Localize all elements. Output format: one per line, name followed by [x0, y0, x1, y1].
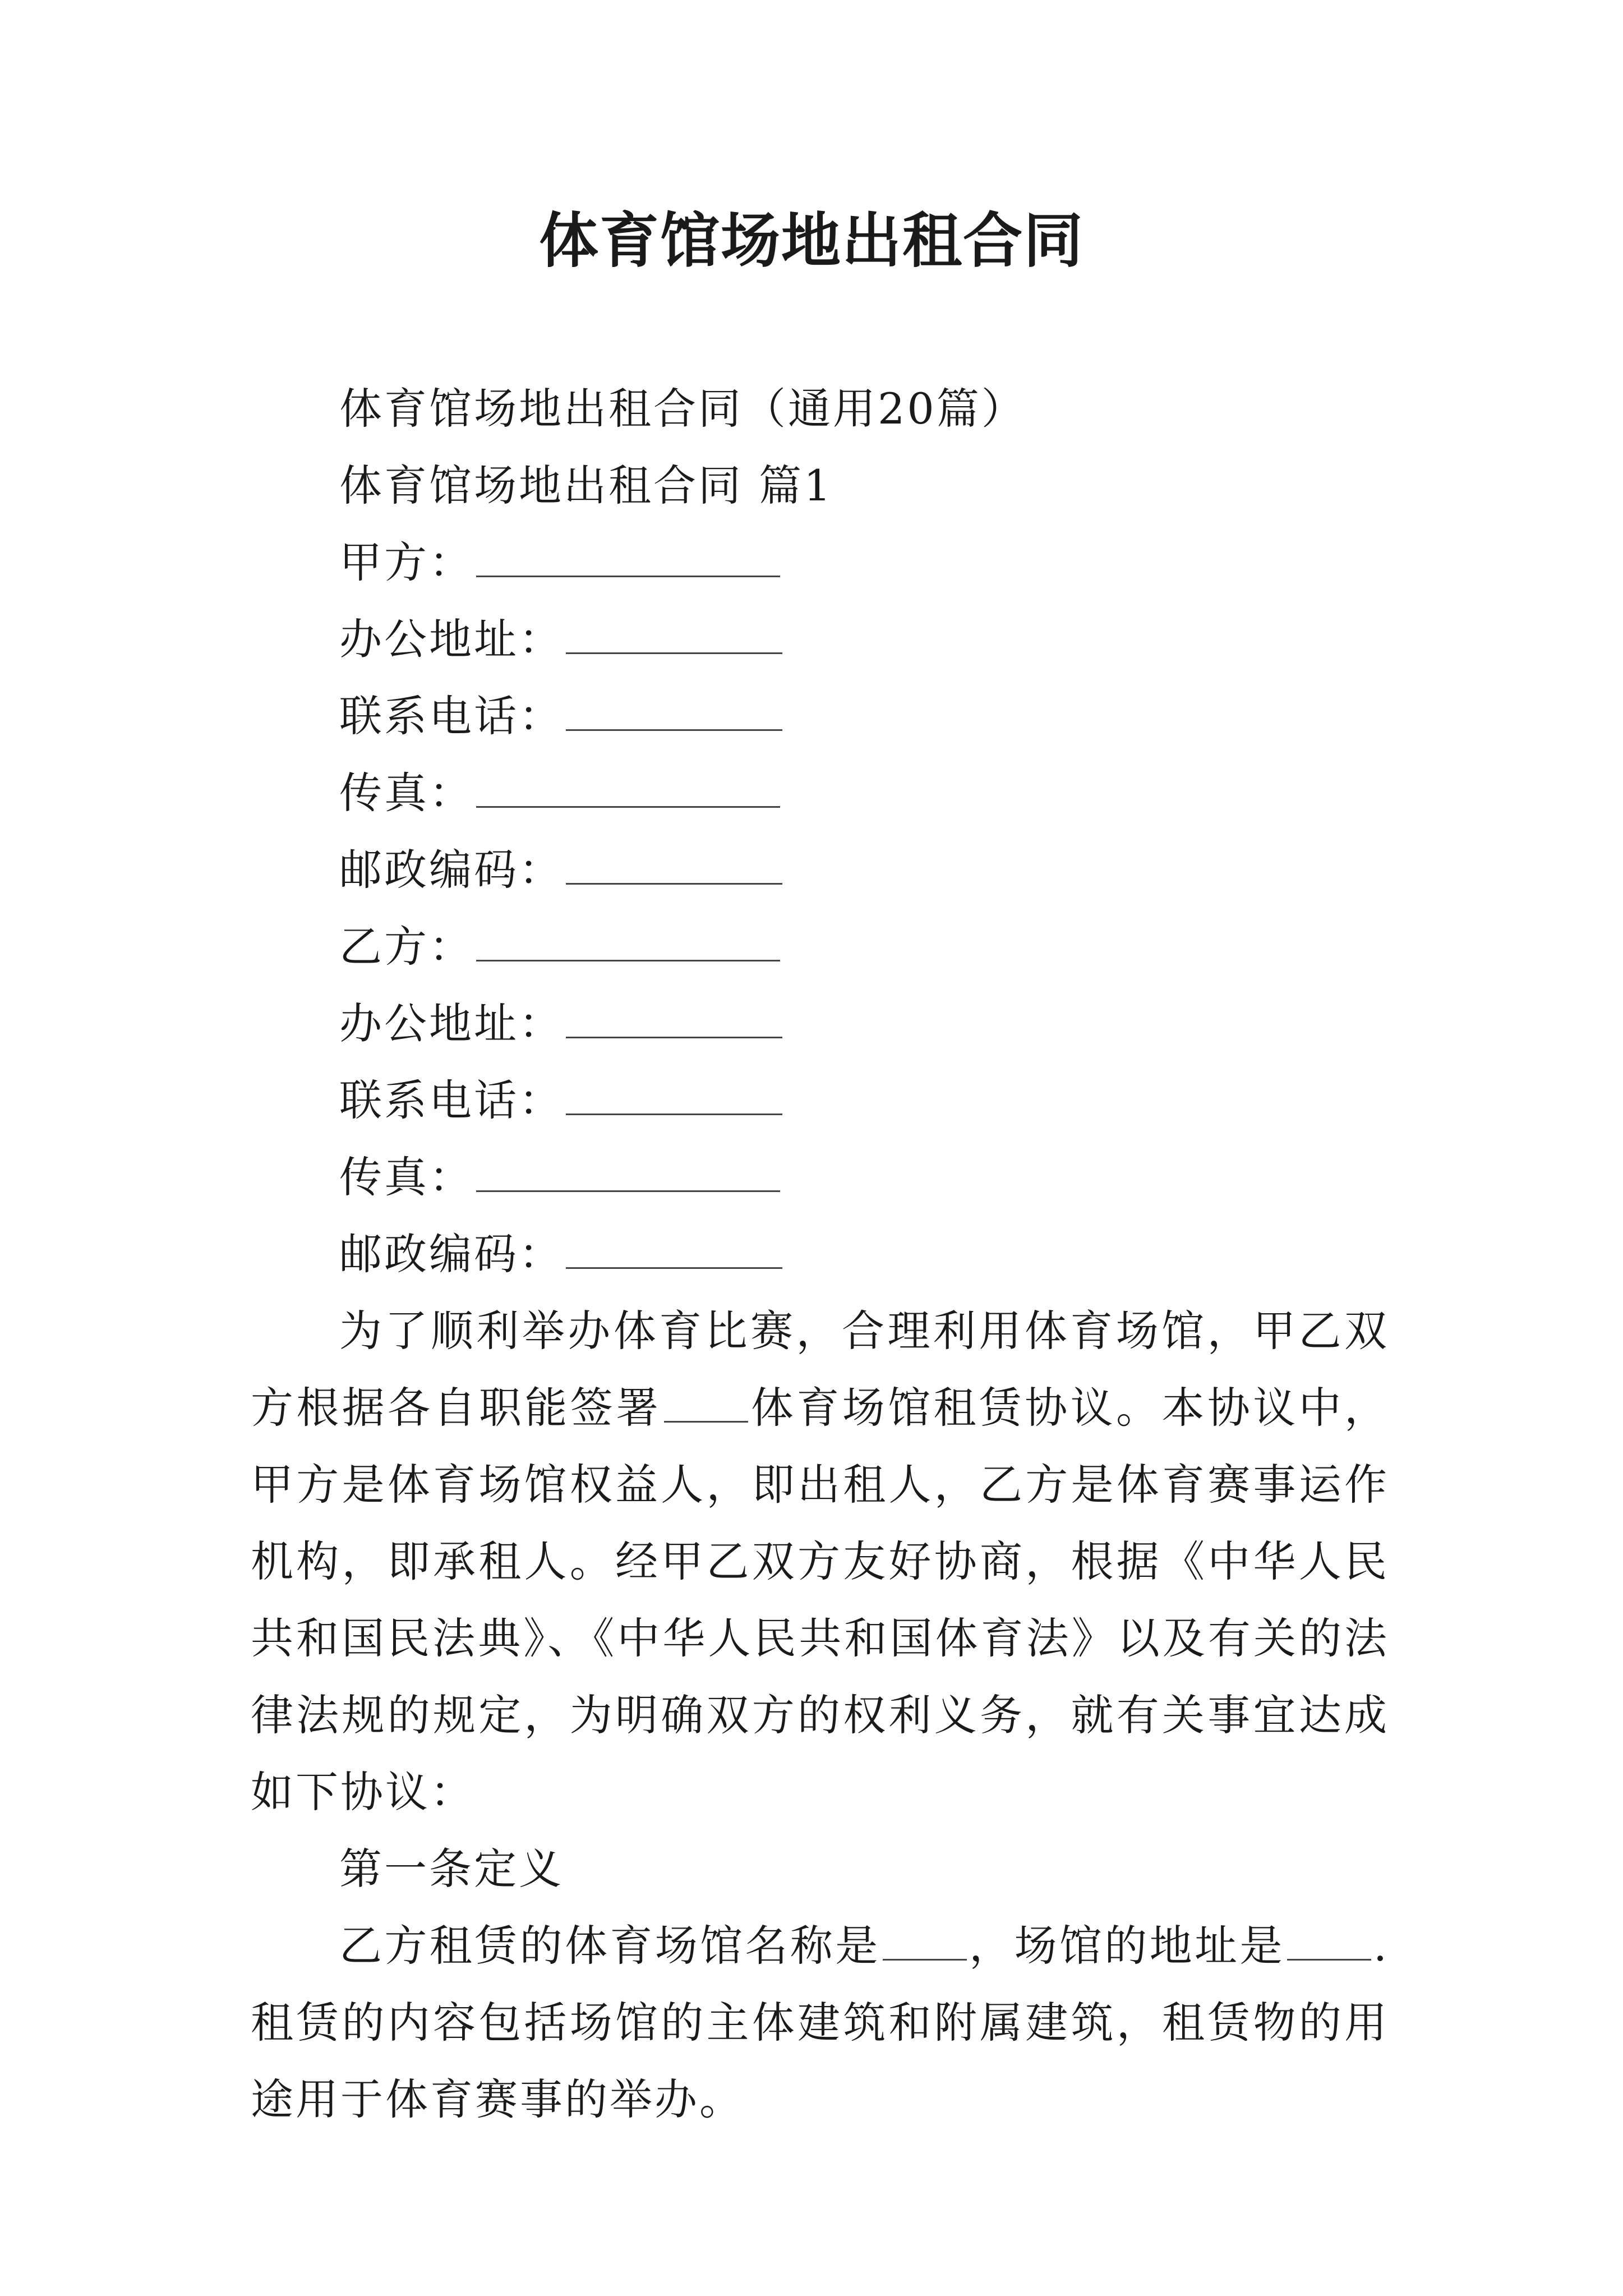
- party-b-address-row: [251, 985, 1389, 1062]
- party-a-fax-blank: [476, 767, 780, 808]
- party-a-postcode-row: [251, 831, 1389, 908]
- party-b-postcode-blank: [566, 1228, 782, 1269]
- party-a-postcode-label: 邮政编码：: [339, 845, 564, 895]
- venue-name-blank: [883, 1924, 967, 1961]
- party-a-postcode-blank: [566, 844, 782, 885]
- party-a-phone-label: 联系电话：: [339, 691, 564, 741]
- intro-paragraph: [251, 1292, 1389, 1830]
- article-1-text-2: ，场馆的地址是: [969, 1921, 1285, 1971]
- venue-address-blank: [1287, 1924, 1371, 1961]
- party-a-name-row: [251, 524, 1389, 601]
- article-1-text-3: .租赁的内容包括场馆的主体建筑和附属建筑，租赁物的用途用于体育赛事的举办。: [251, 1921, 1390, 2124]
- party-b-fax-label: 传真：: [339, 1152, 474, 1202]
- intro-text-1: 为了顺利举办体育比赛，合理利用体育场馆，甲乙双方根据各自职能签署: [251, 1306, 1389, 1433]
- intro-blank: [664, 1386, 748, 1423]
- article-1-heading: 第一条定义: [339, 1844, 564, 1894]
- party-a-fax-row: [251, 754, 1389, 831]
- document-title: 体育馆场地出租合同: [539, 206, 1084, 275]
- party-b-fax-blank: [476, 1151, 780, 1192]
- party-b-postcode-label: 邮政编码：: [339, 1229, 564, 1279]
- party-b-name-blank: [476, 921, 780, 961]
- document-subtitle: 体育馆场地出租合同（通用20篇）: [339, 384, 1026, 434]
- document-body: [251, 370, 1389, 2138]
- party-b-fax-row: [251, 1139, 1389, 1216]
- party-b-phone-row: [251, 1062, 1389, 1139]
- party-a-address-row: [251, 601, 1389, 678]
- party-a-phone-blank: [566, 690, 782, 731]
- article-1-paragraph: [251, 1907, 1389, 2138]
- party-a-phone-row: [251, 678, 1389, 754]
- party-b-phone-label: 联系电话：: [339, 1075, 564, 1125]
- party-a-name-label: 甲方：: [339, 537, 474, 587]
- party-a-fax-label: 传真：: [339, 768, 474, 818]
- section-heading: 体育馆场地出租合同 篇1: [339, 461, 833, 510]
- party-b-phone-blank: [566, 1074, 782, 1115]
- party-b-address-blank: [566, 997, 782, 1038]
- intro-text-2: 体育场馆租赁协议。本协议中，甲方是体育场馆权益人，即出租人，乙方是体育赛事运作机构，即承租人。经甲乙双方友好协商，根据《中华人民共和国民法典》、《中华人民共和国体育法》以及有关的法律法规的规定，为明确双方的权利义务，就有关事宜达成如下协议：: [251, 1383, 1390, 1817]
- party-a-address-blank: [566, 613, 782, 654]
- party-b-name-row: [251, 908, 1389, 985]
- party-b-address-label: 办公地址：: [339, 999, 564, 1048]
- party-a-address-label: 办公地址：: [339, 614, 564, 664]
- article-1-text-1: 乙方租赁的体育场馆名称是: [339, 1921, 880, 1971]
- party-b-name-label: 乙方：: [339, 922, 474, 972]
- party-b-postcode-row: [251, 1216, 1389, 1292]
- party-a-name-blank: [476, 536, 780, 577]
